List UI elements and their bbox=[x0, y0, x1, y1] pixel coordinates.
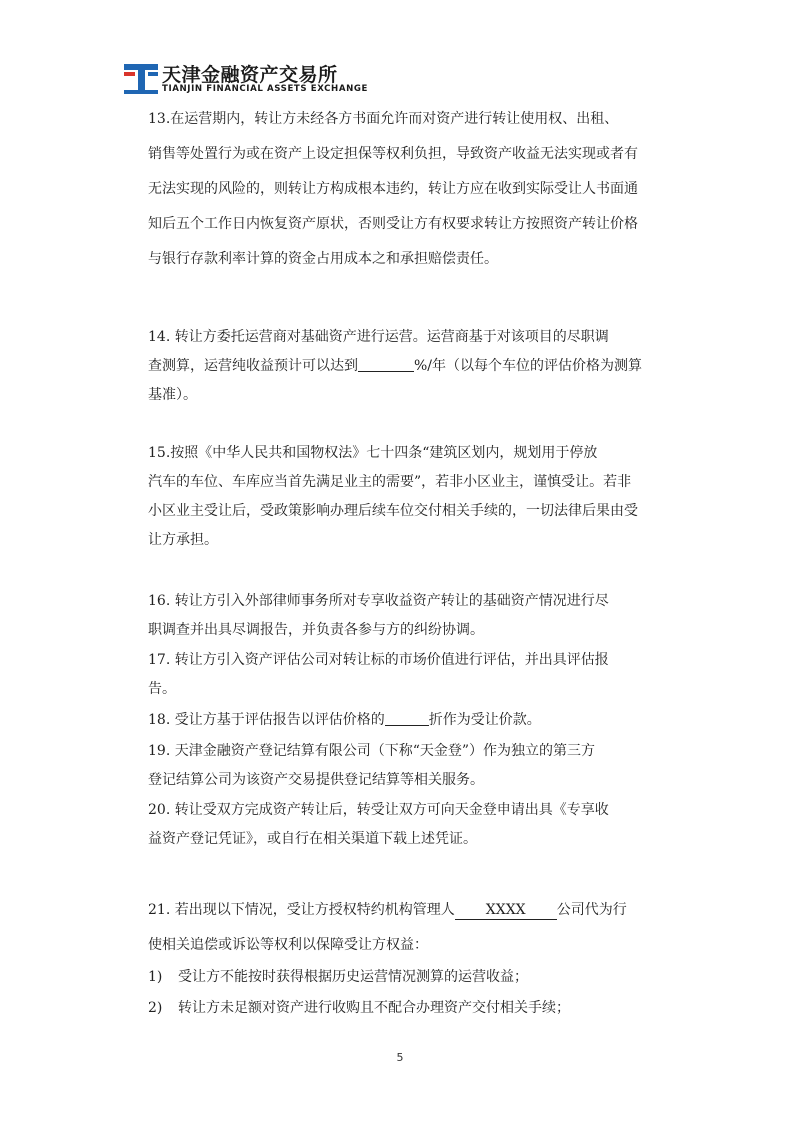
clause-15 bbox=[148, 439, 688, 555]
clause-21-text: 21. 若出现以下情况，受让方授权特约机构管理人 bbox=[148, 902, 455, 918]
clause-14-text: %/年（以每个车位的评估价格为测算 bbox=[414, 358, 643, 374]
list-item-text: 受让方不能按时获得根据历史运营情况测算的运营收益； bbox=[178, 969, 528, 985]
list-item bbox=[148, 994, 570, 1023]
yield-blank-field bbox=[358, 356, 414, 372]
clause-16-line: 16. 转让方引入外部律师事务所对专享收益资产转让的基础资产情况进行尽 bbox=[148, 593, 609, 609]
clause-15-line: 15.按照《中华人民共和国物权法》七十四条“建筑区划内，规划用于停放 bbox=[148, 445, 598, 461]
list-item-number: 1) bbox=[148, 969, 163, 985]
clause-17-line: 告。 bbox=[148, 681, 176, 697]
clause-17-line: 17. 转让方引入资产评估公司对转让标的市场价值进行评估，并出具评估报 bbox=[148, 652, 609, 668]
clause-16-line: 职调查并出具尽调报告，并负责各参与方的纠纷协调。 bbox=[148, 622, 484, 638]
clause-14-text: 查测算，运营纯收益预计可以达到 bbox=[148, 358, 358, 374]
list-item-text: 转让方未足额对资产进行收购且不配合办理资产交付相关手续； bbox=[178, 1000, 570, 1016]
list-item-number: 2) bbox=[148, 1000, 163, 1016]
clause-20 bbox=[148, 796, 688, 854]
clause-13-line: 与银行存款利率计算的资金占用成本之和承担赔偿责任。 bbox=[148, 251, 498, 267]
list-item bbox=[148, 963, 528, 992]
clause-17 bbox=[148, 646, 688, 704]
exchange-logo-icon bbox=[124, 60, 158, 94]
clause-18-line bbox=[148, 706, 688, 735]
clause-13-line: 无法实现的风险的，则转让方构成根本违约，转让方应在收到实际受让人书面通 bbox=[148, 181, 638, 197]
clause-19-line: 登记结算公司为该资产交易提供登记结算等相关服务。 bbox=[148, 772, 484, 788]
clause-18 bbox=[148, 706, 688, 735]
clause-20-line: 益资产登记凭证》，或自行在相关渠道下载上述凭证。 bbox=[148, 831, 477, 847]
clause-14-line: 基准）。 bbox=[148, 387, 197, 403]
logo-english-name: TIANJIN FINANCIAL ASSETS EXCHANGE bbox=[162, 84, 369, 94]
clause-19-line: 19. 天津金融资产登记结算有限公司（下称“天金登”）作为独立的第三方 bbox=[148, 743, 596, 759]
clause-13 bbox=[148, 102, 688, 277]
clause-21-line: 使相关追偿或诉讼等权利以保障受让方权益： bbox=[148, 937, 428, 953]
discount-blank-field bbox=[385, 710, 429, 726]
clause-15-line: 汽车的车位、车库应当首先满足业主的需要”，若非小区业主，谨慎受让。若非 bbox=[148, 474, 632, 490]
exchange-logo bbox=[124, 60, 424, 100]
clause-14-line: 14. 转让方委托运营商对基础资产进行运营。运营商基于对该项目的尽职调 bbox=[148, 329, 609, 345]
clause-18-text: 折作为受让价款。 bbox=[428, 712, 541, 728]
clause-15-line: 让方承担。 bbox=[148, 532, 218, 548]
clause-16 bbox=[148, 587, 688, 645]
page-number: 5 bbox=[396, 1051, 404, 1064]
clause-20-line: 20. 转让受双方完成资产转让后，转受让双方可向天金登申请出具《专享收 bbox=[148, 802, 609, 818]
logo-chinese-name: 天津金融资产交易所 bbox=[162, 64, 338, 86]
clause-13-line: 销售等处置行为或在资产上设定担保等权利负担，导致资产收益无法实现或者有 bbox=[148, 146, 638, 162]
clause-21-text: 公司代为行 bbox=[556, 902, 627, 918]
clause-21-line bbox=[148, 893, 688, 928]
clause-19 bbox=[148, 737, 688, 795]
clause-21 bbox=[148, 893, 688, 963]
manager-name-field: XXXX bbox=[455, 901, 557, 920]
clause-13-line: 13.在运营期内，转让方未经各方书面允许而对资产进行转让使用权、出租、 bbox=[148, 111, 619, 127]
clause-15-line: 小区业主受让后，受政策影响办理后续车位交付相关手续的，一切法律后果由受 bbox=[148, 503, 638, 519]
clause-13-line: 知后五个工作日内恢复资产原状，否则受让方有权要求转让方按照资产转让价格 bbox=[148, 216, 638, 232]
clause-18-text: 18. 受让方基于评估报告以评估价格的 bbox=[148, 712, 385, 728]
clause-14 bbox=[148, 323, 688, 410]
clause-14-line bbox=[148, 352, 688, 381]
